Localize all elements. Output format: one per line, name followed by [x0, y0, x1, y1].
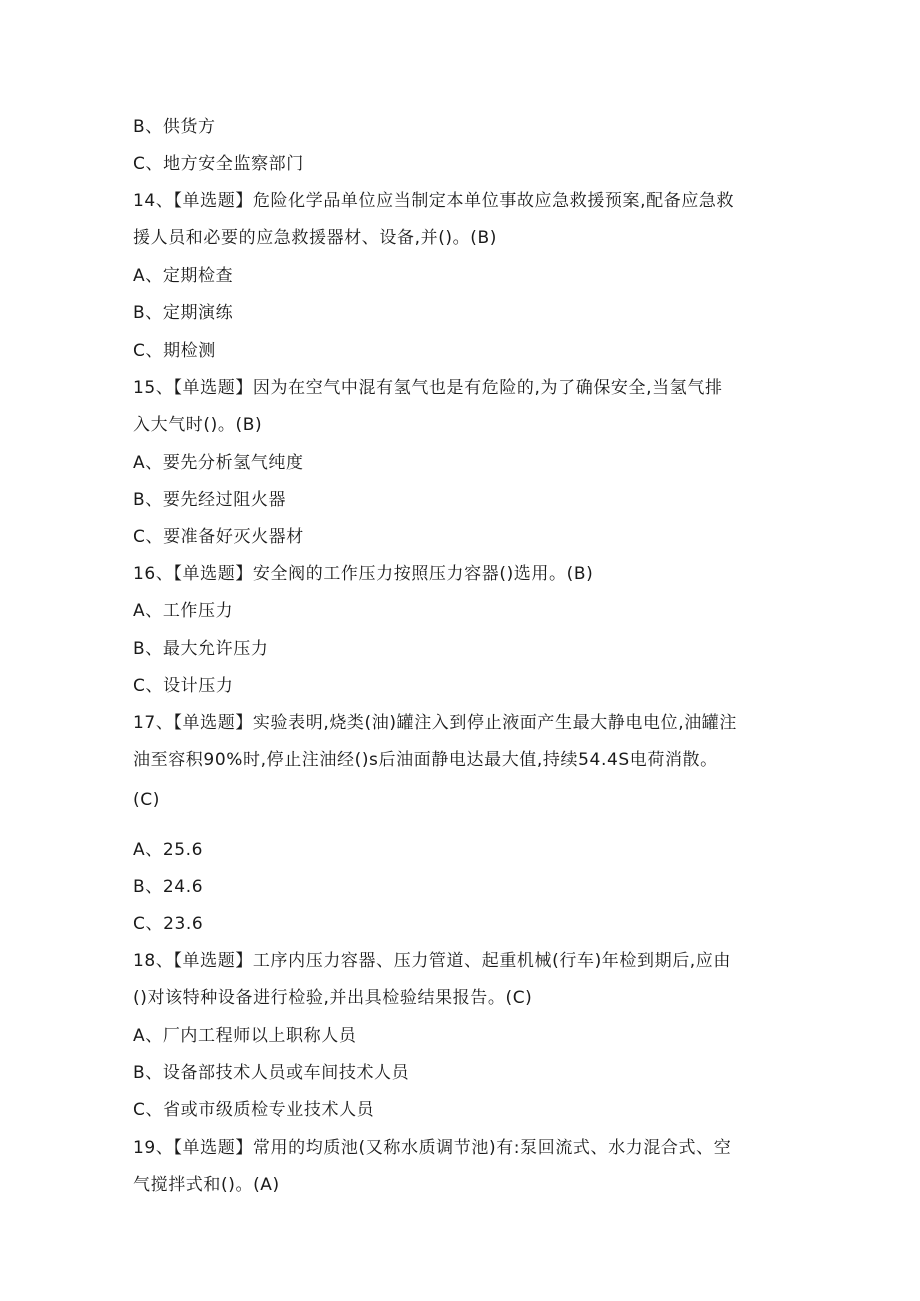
question-19-line-1: 19、【单选题】常用的均质池(又称水质调节池)有:泵回流式、水力混合式、空	[133, 1138, 732, 1158]
option-b-q15: B、要先经过阻火器	[133, 490, 287, 510]
question-17-line-1: 17、【单选题】实验表明,烧类(油)罐注入到停止液面产生最大静电电位,油罐注	[133, 713, 738, 733]
question-15-line-1: 15、【单选题】因为在空气中混有氢气也是有危险的,为了确保安全,当氢气排	[133, 378, 723, 398]
question-17-line-2: 油至容积90%时,停止注油经()s后油面静电达最大值,持续54.4S电荷消散。	[133, 750, 718, 770]
question-18-line-1: 18、【单选题】工序内压力容器、压力管道、起重机械(行车)年检到期后,应由	[133, 951, 731, 971]
option-c-q16: C、设计压力	[133, 676, 234, 696]
option-c-q18: C、省或市级质检专业技术人员	[133, 1100, 375, 1120]
option-a-q18: A、厂内工程师以上职称人员	[133, 1026, 357, 1046]
option-b-q16: B、最大允许压力	[133, 639, 269, 659]
option-c-q17: C、23.6	[133, 914, 204, 934]
option-c-q13: C、地方安全监察部门	[133, 154, 304, 174]
option-b-q14: B、定期演练	[133, 303, 234, 323]
question-18-line-2: ()对该特种设备进行检验,并出具检验结果报告。(C)	[133, 988, 533, 1008]
option-b-q13: B、供货方	[133, 117, 216, 137]
question-19-line-2: 气搅拌式和()。(A)	[133, 1175, 280, 1195]
option-b-q18: B、设备部技术人员或车间技术人员	[133, 1063, 410, 1083]
question-14-line-2: 援人员和必要的应急救援器材、设备,并()。(B)	[133, 228, 497, 248]
option-c-q14: C、期检测	[133, 341, 216, 361]
option-a-q17: A、25.6	[133, 840, 204, 860]
option-a-q14: A、定期检查	[133, 266, 234, 286]
option-b-q17: B、24.6	[133, 877, 204, 897]
question-17-answer: (C)	[133, 790, 160, 810]
question-15-line-2: 入大气时()。(B)	[133, 415, 263, 435]
option-a-q15: A、要先分析氢气纯度	[133, 453, 304, 473]
option-c-q15: C、要准备好灭火器材	[133, 527, 304, 547]
question-16-line-1: 16、【单选题】安全阀的工作压力按照压力容器()选用。(B)	[133, 564, 594, 584]
option-a-q16: A、工作压力	[133, 601, 234, 621]
question-14-line-1: 14、【单选题】危险化学品单位应当制定本单位事故应急救援预案,配备应急救	[133, 191, 735, 211]
